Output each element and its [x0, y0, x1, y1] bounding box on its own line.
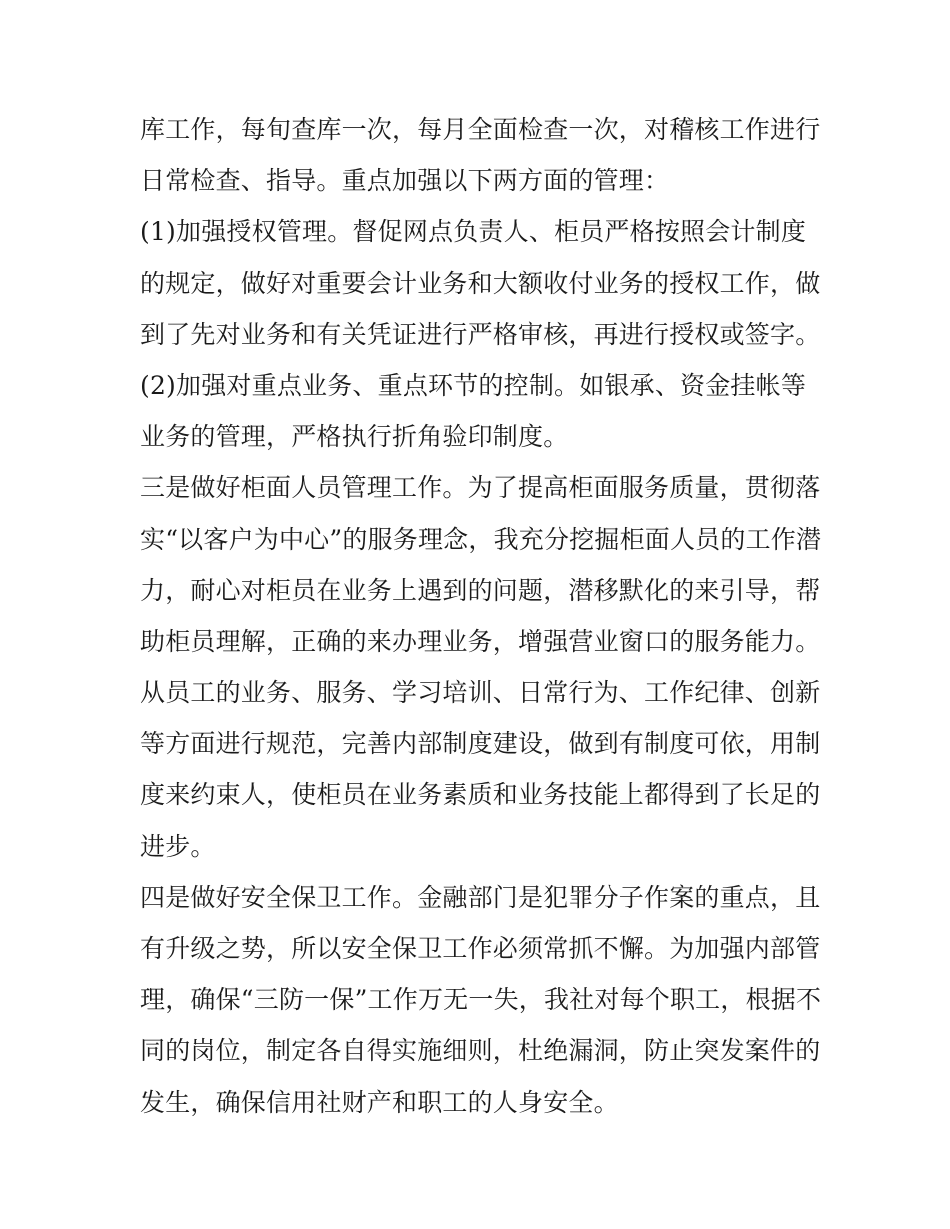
text-line: 理，确保“三防一保”工作万无一失，我社对每个职工，根据不 [140, 985, 822, 1015]
text-line: 度来约束人，使柜员在业务素质和业务技能上都得到了长足的 [140, 780, 821, 810]
text-line: 进步。 [140, 831, 216, 861]
text-line: (2)加强对重点业务、重点环节的控制。如银承、资金挂帐等 [140, 370, 807, 400]
text-line: 库工作，每旬查库一次，每月全面检查一次，对稽核工作进行 [140, 115, 821, 144]
text-line: 的规定，做好对重要会计业务和大额收付业务的授权工作，做 [140, 268, 821, 298]
document-body [140, 104, 820, 1128]
text-line: 助柜员理解，正确的来办理业务，增强营业窗口的服务能力。 [140, 626, 821, 656]
text-line: 同的岗位，制定各自得实施细则，杜绝漏洞，防止突发案件的 [140, 1036, 821, 1066]
text-line: 等方面进行规范，完善内部制度建设，做到有制度可依，用制 [140, 729, 821, 759]
text-line: 发生，确保信用社财产和职工的人身安全。 [140, 1087, 619, 1117]
text-line: 有升级之势，所以安全保卫工作必须常抓不懈。为加强内部管 [140, 934, 821, 963]
text-line: 力，耐心对柜员在业务上遇到的问题，潜移默化的来引导，帮 [140, 575, 821, 605]
text-line: 实“以客户为中心”的服务理念，我充分挖掘柜面人员的工作潜 [140, 524, 822, 554]
text-line: 三是做好柜面人员管理工作。为了提高柜面服务质量，贯彻落 [140, 473, 821, 503]
text-line: 业务的管理，严格执行折角验印制度。 [140, 422, 569, 452]
text-line: 日常检查、指导。重点加强以下两方面的管理： [140, 166, 670, 196]
text-line: 到了先对业务和有关凭证进行严格审核，再进行授权或签字。 [140, 319, 821, 349]
text-line: 从员工的业务、服务、学习培训、日常行为、工作纪律、创新 [140, 678, 821, 708]
text-line: 四是做好安全保卫工作。金融部门是犯罪分子作案的重点，且 [140, 882, 821, 912]
text-line: (1)加强授权管理。督促网点负责人、柜员严格按照会计制度 [140, 217, 807, 247]
